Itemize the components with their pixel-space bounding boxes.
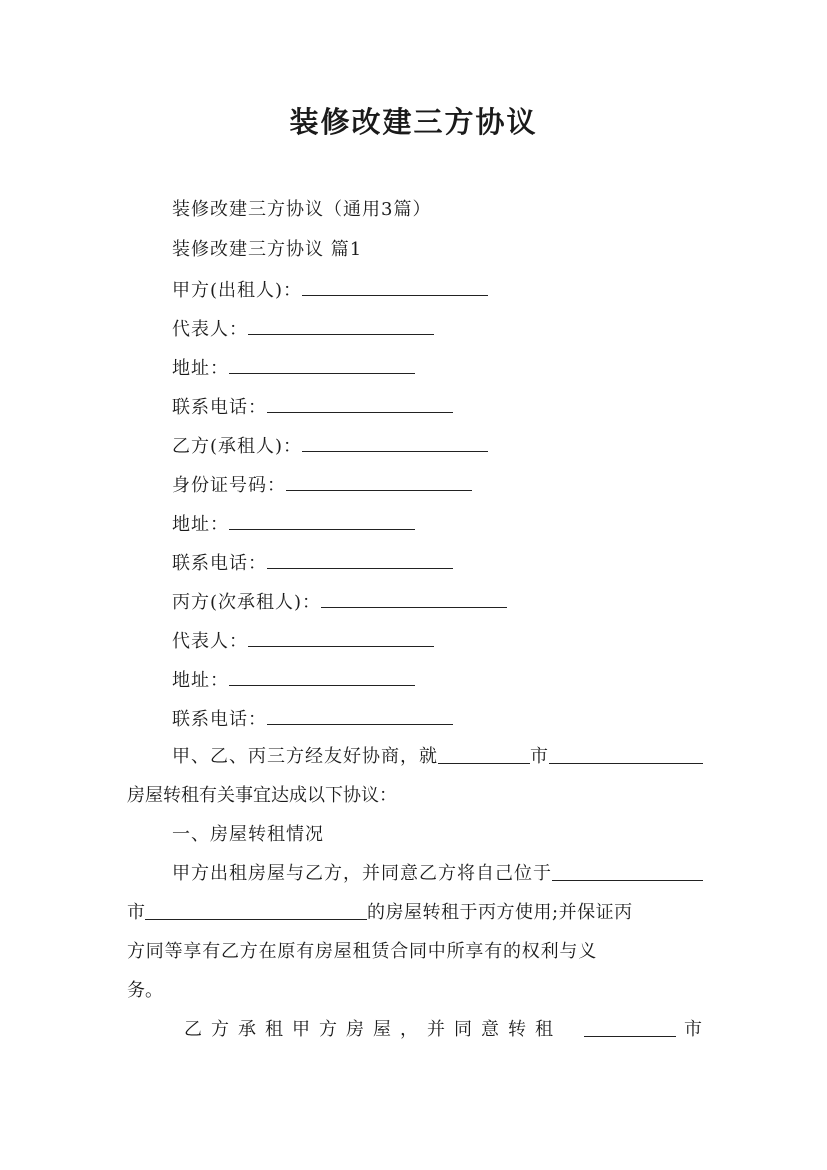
clause-1-location-blank[interactable] bbox=[552, 862, 703, 881]
intro-text: 甲、乙、丙三方经友好协商，就 bbox=[172, 746, 438, 767]
party-c-rep-blank[interactable] bbox=[248, 628, 434, 647]
party-a-phone-label: 联系电话： bbox=[172, 397, 267, 418]
party-c-phone-label: 联系电话： bbox=[172, 709, 267, 730]
clause-2-city-blank[interactable] bbox=[584, 1018, 676, 1037]
intro-city-blank[interactable] bbox=[438, 745, 530, 764]
party-b-line bbox=[172, 433, 488, 459]
party-a-rep-line bbox=[172, 316, 434, 342]
clause-1-line-4: 务。 bbox=[127, 980, 163, 1001]
section-heading: 装修改建三方协议 篇1 bbox=[172, 239, 363, 260]
party-a-rep-blank[interactable] bbox=[248, 316, 434, 335]
party-b-phone-blank[interactable] bbox=[267, 550, 453, 569]
party-c-phone-line bbox=[172, 706, 453, 732]
party-b-id-label: 身份证号码： bbox=[172, 475, 286, 496]
party-b-blank[interactable] bbox=[302, 433, 488, 452]
party-c-phone-blank[interactable] bbox=[267, 706, 453, 725]
clause-1-line-2 bbox=[127, 901, 703, 925]
intro-address-blank[interactable] bbox=[549, 745, 703, 764]
clause-2-text: 乙方承租甲方房屋，并同意转租 bbox=[184, 1019, 562, 1040]
intro-line-1 bbox=[172, 745, 703, 769]
party-c-label: 丙方(次承租人)： bbox=[172, 592, 322, 613]
clause-1-line-3: 方同等享有乙方在原有房屋租赁合同中所享有的权利与义 bbox=[127, 941, 597, 962]
clause-1-line-1 bbox=[172, 862, 703, 886]
party-c-rep-line bbox=[172, 628, 434, 654]
party-a-label: 甲方(出租人)： bbox=[172, 280, 303, 301]
clause-1-heading: 一、房屋转租情况 bbox=[172, 824, 324, 845]
party-c-rep-label: 代表人： bbox=[172, 631, 248, 652]
party-c-blank[interactable] bbox=[321, 589, 507, 608]
intro-city: 市 bbox=[530, 746, 549, 767]
party-a-address-blank[interactable] bbox=[229, 355, 415, 374]
party-a-address-line bbox=[172, 355, 415, 381]
party-a-blank[interactable] bbox=[302, 277, 488, 296]
document-subtitle: 装修改建三方协议（通用3篇） bbox=[172, 199, 432, 220]
clause-2-line-1 bbox=[184, 1018, 703, 1042]
party-b-label: 乙方(承租人)： bbox=[172, 436, 303, 457]
clause-1-text-2: 的房屋转租于丙方使用;并保证丙 bbox=[367, 902, 633, 923]
clause-2-city: 市 bbox=[684, 1019, 703, 1040]
party-a-phone-blank[interactable] bbox=[267, 394, 453, 413]
party-a-rep-label: 代表人： bbox=[172, 319, 248, 340]
clause-1-city: 市 bbox=[127, 902, 145, 923]
party-b-address-blank[interactable] bbox=[229, 511, 415, 530]
party-b-phone-label: 联系电话： bbox=[172, 553, 267, 574]
clause-1-address-blank[interactable] bbox=[145, 901, 367, 920]
party-b-phone-line bbox=[172, 550, 453, 576]
party-b-id-line bbox=[172, 472, 472, 498]
party-b-address-label: 地址： bbox=[172, 514, 229, 535]
party-a-phone-line bbox=[172, 394, 453, 420]
clause-1-text-1: 甲方出租房屋与乙方，并同意乙方将自己位于 bbox=[172, 863, 552, 884]
intro-line-2: 房屋转租有关事宜达成以下协议： bbox=[127, 785, 397, 806]
party-c-line bbox=[172, 589, 507, 615]
party-a-address-label: 地址： bbox=[172, 358, 229, 379]
party-a-line bbox=[172, 277, 488, 303]
party-b-id-blank[interactable] bbox=[286, 472, 472, 491]
party-c-address-blank[interactable] bbox=[229, 667, 415, 686]
document-title: 装修改建三方协议 bbox=[289, 105, 538, 139]
party-c-address-line bbox=[172, 667, 415, 693]
party-c-address-label: 地址： bbox=[172, 670, 229, 691]
party-b-address-line bbox=[172, 511, 415, 537]
